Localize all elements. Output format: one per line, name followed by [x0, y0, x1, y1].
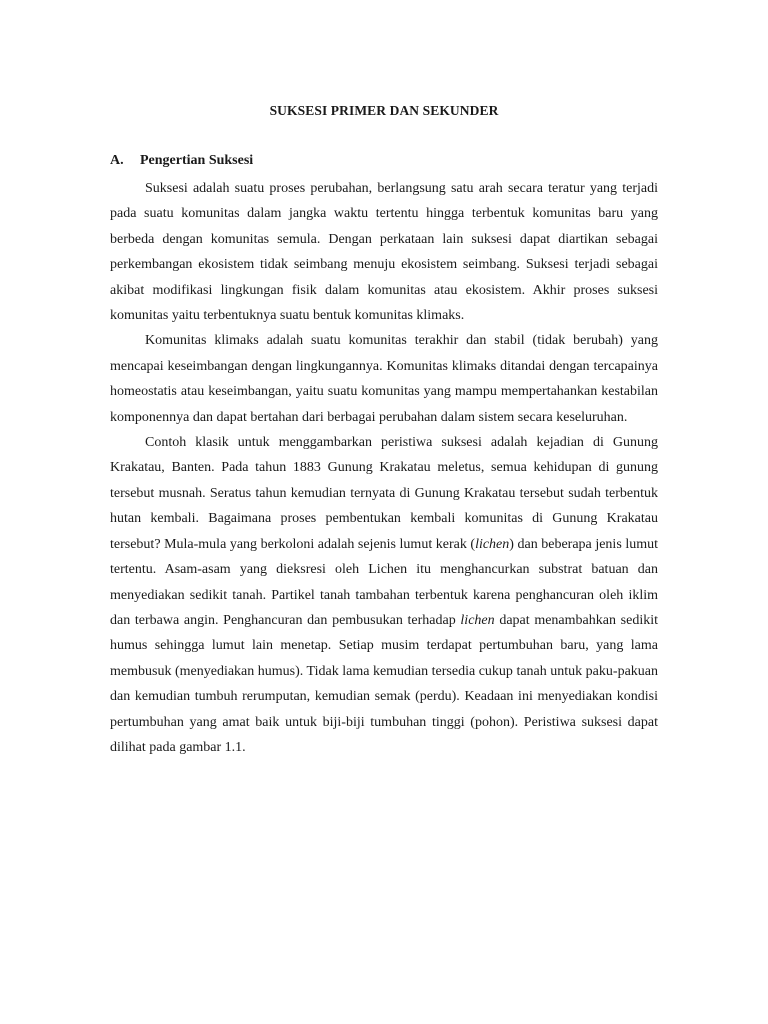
document-page — [110, 0, 658, 1024]
paragraph-text: ) dan beberapa jenis lumut tertentu. Asam-asam yang dieksresi oleh Lichen itu menghancurkan substrat batuan dan menyediakan sedikit tanah. Partikel tanah tambahan terbentuk karena penghancuran oleh iklim dan terbawa angin. Penghancuran dan pembusukan terhadap — [110, 536, 658, 628]
paragraph-text: Contoh klasik untuk menggambarkan peristiwa suksesi adalah kejadian di Gunung Krakatau, Banten. Pada tahun 1883 Gunung Krakatau meletus, semua kehidupan di gunung tersebut musnah. Seratus tahun kemudian ternyata di Gunung Krakatau tersebut sudah terbentuk hutan kembali. Bagaimana proses pembentukan kembali komunitas di Gunung Krakatau tersebut? Mula-mula yang berkoloni adalah sejenis lumut kerak ( — [110, 435, 658, 552]
section-letter: A. — [110, 153, 124, 168]
italic-term: lichen — [460, 612, 495, 628]
italic-term: lichen — [475, 536, 510, 552]
paragraph-text: Komunitas klimaks adalah suatu komunitas terakhir dan stabil (tidak berubah) yang mencapai keseimbangan dengan lingkungannya. Komunitas klimaks ditandai dengan tercapainya homeostatis atau keseimbangan, yaitu suatu komunitas yang mampu mempertahankan kestabilan komponennya dan dapat bertahan dari berbagai perubahan dalam sistem secara keseluruhan. — [110, 333, 658, 425]
paragraph-text: dapat menambahkan sedikit humus sehingga lumut lain menetap. Setiap musim terdapat pertumbuhan baru, yang lama membusuk (menyediakan humus). Tidak lama kemudian tersedia cukup tanah untuk paku-pakuan dan kemudian tumbuh rerumputan, kemudian semak (perdu). Keadaan ini menyediakan kondisi pertumbuhan yang amat baik untuk biji-biji tumbuhan tinggi (pohon). Peristiwa suksesi dapat dilihat pada gambar 1.1. — [110, 612, 658, 755]
paragraph — [110, 328, 658, 430]
section-heading-text: Pengertian Suksesi — [140, 153, 254, 168]
paragraph — [110, 430, 658, 760]
page-title: SUKSESI PRIMER DAN SEKUNDER — [269, 103, 499, 118]
paragraph-text: Suksesi adalah suatu proses perubahan, berlangsung satu arah secara teratur yang terjadi pada suatu komunitas dalam jangka waktu tertentu hingga terbentuk komunitas baru yang berbeda dengan komunitas semula. Dengan perkataan lain suksesi dapat diartikan sebagai perkembangan ekosistem tidak seimbang menuju ekosistem seimbang. Suksesi terjadi sebagai akibat modifikasi lingkungan fisik dalam komunitas atau ekosistem. Akhir proses suksesi komunitas yaitu terbentuknya suatu bentuk komunitas klimaks. — [110, 181, 658, 324]
paragraph — [110, 176, 658, 328]
section-heading — [110, 153, 658, 169]
body-text — [110, 176, 658, 760]
